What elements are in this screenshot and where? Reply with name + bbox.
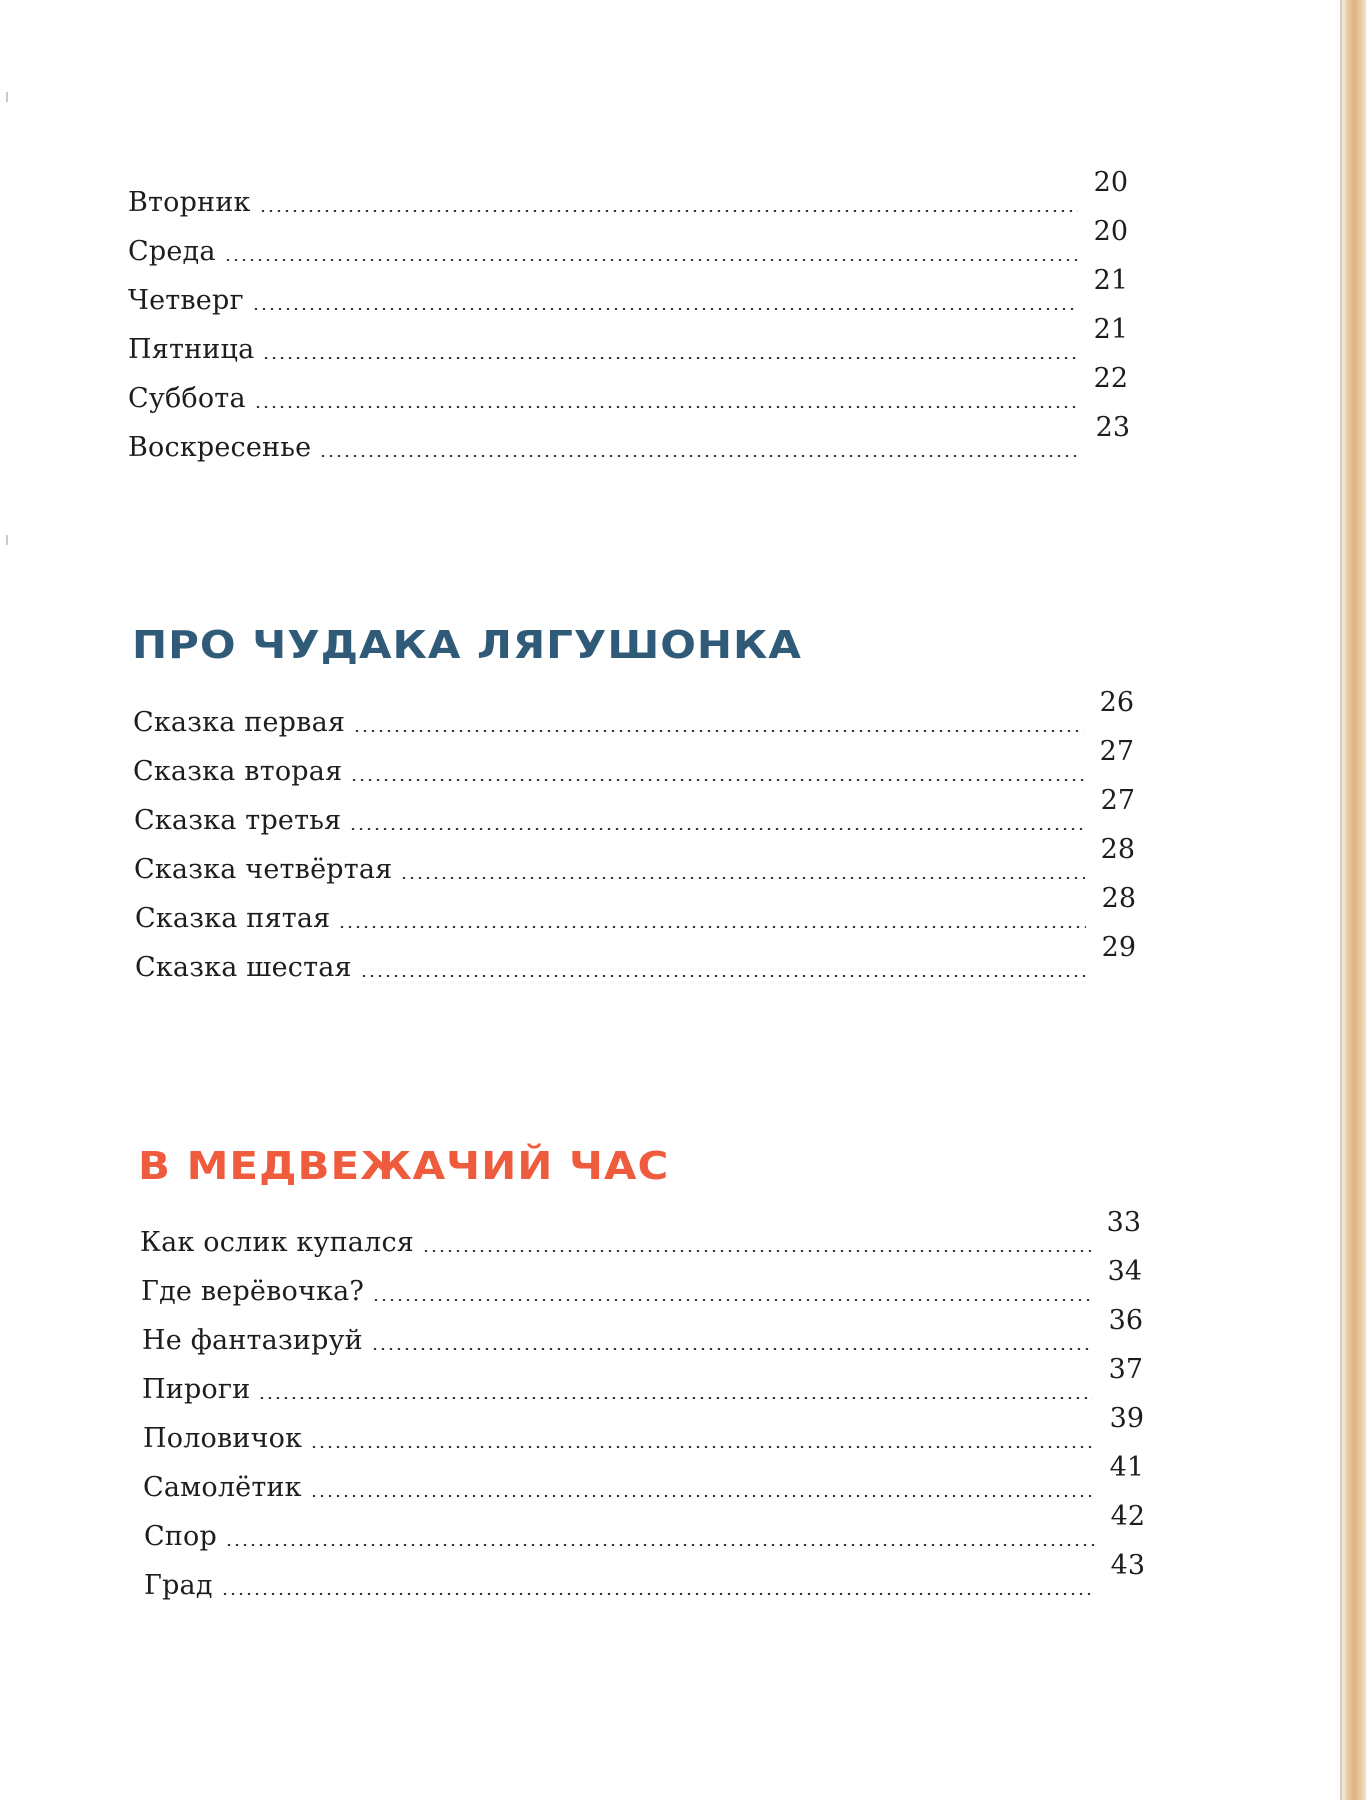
- dot-leader: [259, 210, 1078, 212]
- toc-entry-page: 20: [1093, 167, 1128, 198]
- dot-leader: [350, 779, 1084, 781]
- section-heading: В МЕДВЕЖАЧИЙ ЧАС: [138, 1143, 670, 1189]
- toc-entry[interactable]: [135, 883, 1136, 934]
- dot-leader: [252, 308, 1078, 310]
- toc-entry-title: Самолётик: [143, 1472, 302, 1503]
- dot-leader: [224, 259, 1078, 261]
- toc-entry[interactable]: [128, 412, 1130, 463]
- toc-entry[interactable]: [128, 314, 1128, 365]
- toc-entry[interactable]: [142, 1354, 1143, 1405]
- dot-leader: [353, 730, 1084, 732]
- dot-leader: [338, 926, 1086, 928]
- toc-entry-page: 21: [1093, 314, 1128, 345]
- toc-entry-title: Сказка четвёртая: [134, 854, 393, 885]
- toc-entry-page: 20: [1093, 216, 1128, 247]
- toc-entry-page: 33: [1106, 1207, 1141, 1238]
- toc-entry-title: Сказка пятая: [135, 903, 331, 934]
- toc-entry[interactable]: [128, 363, 1128, 414]
- toc-entry[interactable]: [134, 785, 1135, 836]
- toc-entry[interactable]: [128, 167, 1128, 218]
- toc-entry-page: 27: [1099, 736, 1134, 767]
- toc-entry-page: 27: [1100, 785, 1135, 816]
- toc-entry[interactable]: [142, 1305, 1143, 1356]
- section-heading: ПРО ЧУДАКА ЛЯГУШОНКА: [132, 622, 802, 668]
- toc-entry-title: Вторник: [128, 187, 251, 218]
- dot-leader: [349, 828, 1085, 830]
- toc-entry[interactable]: [144, 1550, 1145, 1601]
- toc-entry-title: Град: [144, 1570, 213, 1601]
- toc-entry[interactable]: [128, 216, 1128, 267]
- toc-entry-page: 39: [1109, 1403, 1144, 1434]
- toc-entry-page: 23: [1095, 412, 1130, 443]
- dot-leader: [225, 1544, 1095, 1546]
- dot-leader: [262, 357, 1078, 359]
- toc-entry-title: Суббота: [128, 383, 246, 414]
- toc-entry[interactable]: [133, 687, 1134, 738]
- toc-entry-page: 41: [1109, 1452, 1144, 1483]
- toc-entry-title: Где верёвочка?: [141, 1276, 365, 1307]
- toc-entry-title: Пятница: [128, 334, 255, 365]
- toc-entry-page: 28: [1100, 834, 1135, 865]
- toc-entry[interactable]: [144, 1501, 1145, 1552]
- dot-leader: [372, 1299, 1092, 1301]
- toc-entry-page: 37: [1108, 1354, 1143, 1385]
- dot-leader: [310, 1495, 1094, 1497]
- toc-entry-title: Среда: [128, 236, 216, 267]
- toc-entry-title: Сказка третья: [134, 805, 342, 836]
- dot-leader: [310, 1446, 1094, 1448]
- toc-entry-title: Не фантазируй: [142, 1325, 363, 1356]
- toc-entry[interactable]: [133, 736, 1134, 787]
- toc-entry-page: 43: [1110, 1550, 1145, 1581]
- dot-leader: [400, 877, 1085, 879]
- toc-entry[interactable]: [141, 1256, 1142, 1307]
- toc-entry[interactable]: [140, 1207, 1141, 1258]
- toc-entry-page: 42: [1110, 1501, 1145, 1532]
- toc-entry-page: 21: [1093, 265, 1128, 296]
- toc-entry-page: 29: [1101, 932, 1136, 963]
- toc-entry[interactable]: [143, 1403, 1144, 1454]
- dot-leader: [221, 1593, 1095, 1595]
- toc-entry-title: Спор: [144, 1521, 217, 1552]
- dot-leader: [422, 1250, 1091, 1252]
- dot-leader: [258, 1397, 1093, 1399]
- toc-entry-page: 22: [1093, 363, 1128, 394]
- scan-speck: [6, 92, 8, 102]
- dot-leader: [254, 406, 1078, 408]
- toc-entry-title: Сказка первая: [133, 707, 346, 738]
- scan-speck: [6, 535, 8, 545]
- toc-entry-title: Сказка вторая: [133, 756, 343, 787]
- toc-entry-title: Пироги: [142, 1374, 251, 1405]
- toc-entry[interactable]: [143, 1452, 1144, 1503]
- toc-entry-title: Сказка шестая: [135, 952, 352, 983]
- toc-entry[interactable]: [134, 834, 1135, 885]
- toc-entry-page: 34: [1107, 1256, 1142, 1287]
- toc-entry[interactable]: [135, 932, 1136, 983]
- toc-entry[interactable]: [128, 265, 1128, 316]
- toc-entry-page: 28: [1101, 883, 1136, 914]
- toc-entry-title: Воскресенье: [128, 432, 312, 463]
- page-edge-line: [1340, 0, 1342, 1800]
- toc-entry-title: Половичок: [143, 1423, 303, 1454]
- dot-leader: [360, 975, 1086, 977]
- toc-entry-title: Как ослик купался: [140, 1227, 414, 1258]
- page-edge: [1340, 0, 1366, 1800]
- toc-entry-page: 36: [1108, 1305, 1143, 1336]
- toc-entry-title: Четверг: [128, 285, 244, 316]
- toc-entry-page: 26: [1099, 687, 1134, 718]
- dot-leader: [371, 1348, 1093, 1350]
- dot-leader: [319, 455, 1080, 457]
